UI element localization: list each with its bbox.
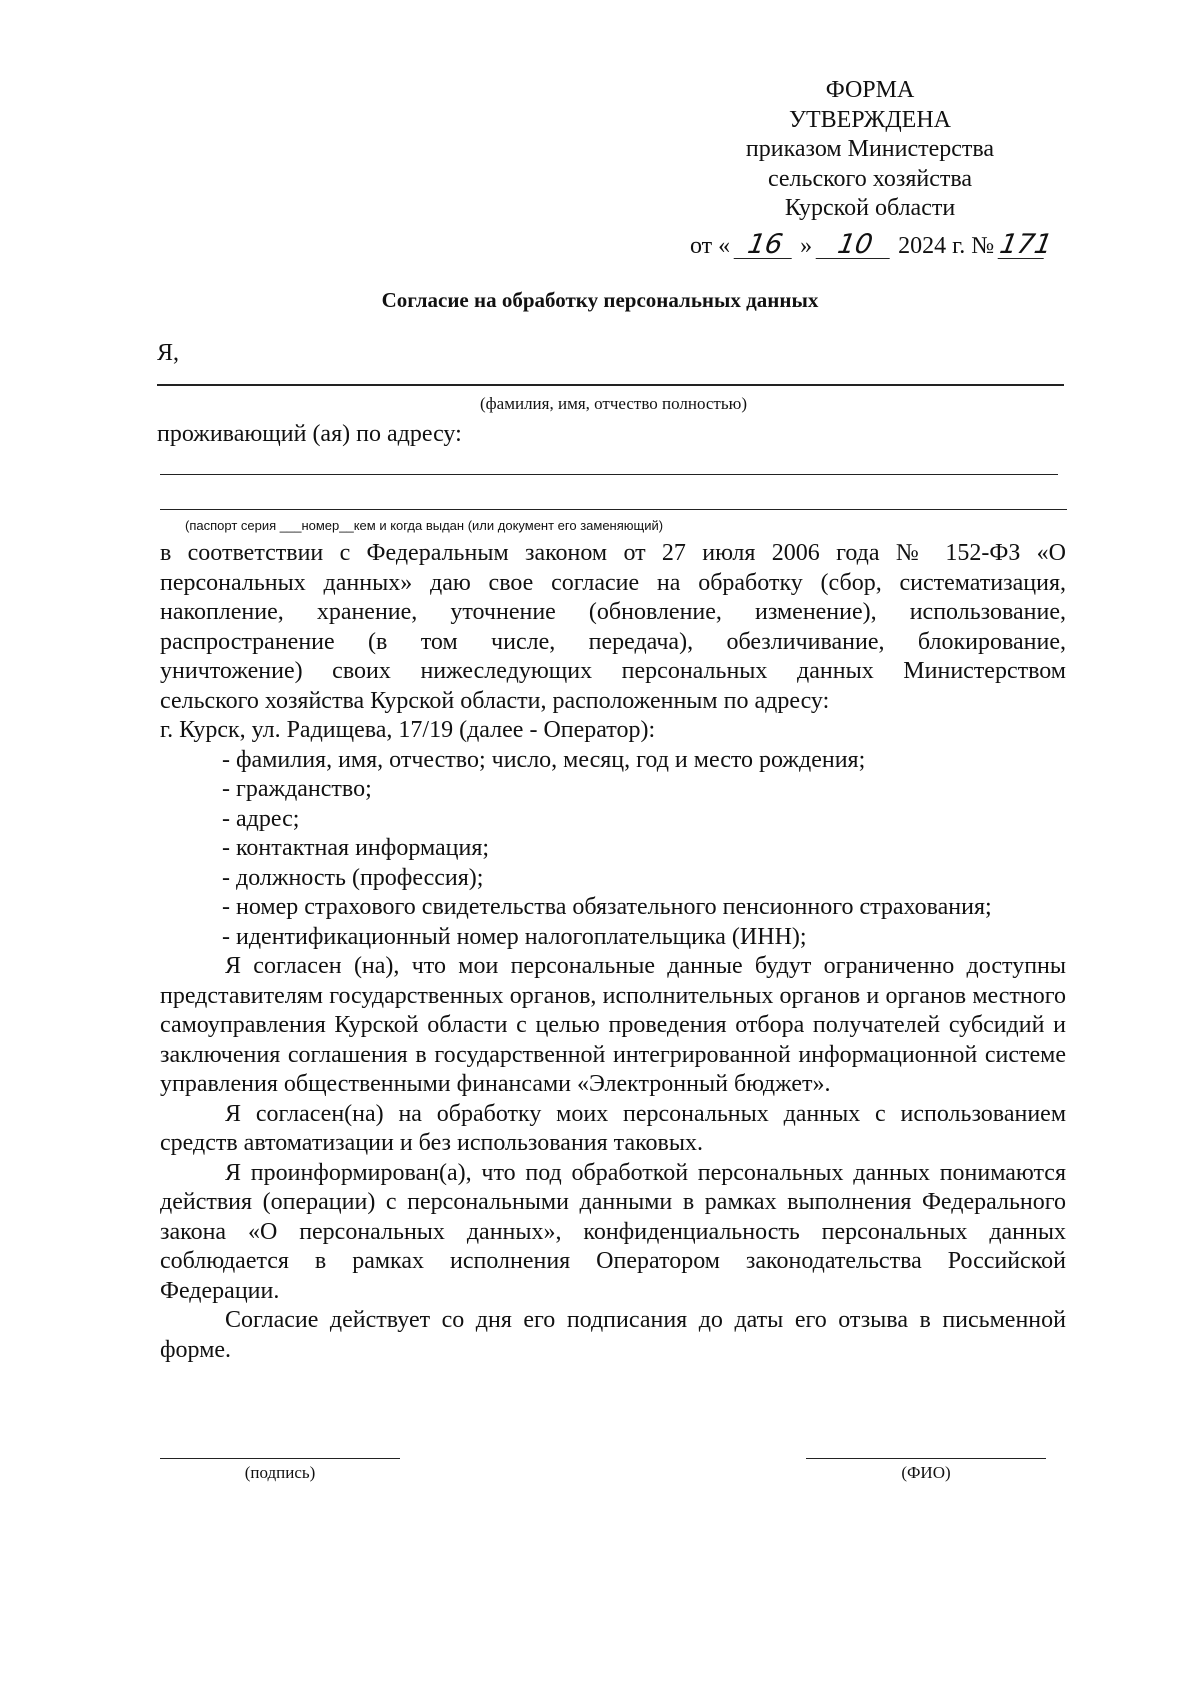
personal-data-list: [160, 746, 1066, 953]
list-item: - адрес;: [222, 805, 300, 832]
address-line-2: [160, 509, 1067, 510]
list-item: - идентификационный номер налогоплательщика (ИНН);: [222, 923, 807, 950]
approval-approved-label: УТВЕРЖДЕНА: [788, 106, 952, 133]
list-item: - должность (профессия);: [222, 864, 484, 891]
address-label: проживающий (ая) по адресу:: [157, 421, 462, 447]
date-mid: »: [800, 233, 813, 259]
paragraph-1-line-4: распространение (в том числе, передача), обезличивание, блокирование,: [160, 628, 1066, 655]
document-title: Согласие на обработку персональных данных: [381, 288, 819, 312]
address-line-1: [160, 474, 1058, 475]
paragraph-1-line-5: уничтожение) своих нижеследующих персональных данных Министерством: [160, 658, 1066, 684]
passport-caption: (паспорт серия ___номер__кем и когда выдан (или документ его заменяющий): [185, 518, 664, 533]
signature-line: [160, 1458, 400, 1459]
paragraph-3: Я согласен(на) на обработку моих персональных данных с использованием средств автоматизации и без использования таковых.: [160, 1100, 1066, 1156]
date-day-handwritten: 16: [734, 232, 797, 259]
consent-body: [160, 539, 1066, 1365]
fio-line: [806, 1458, 1046, 1459]
approval-region-line: Курской области: [784, 195, 956, 221]
name-field-line: [157, 384, 1064, 386]
list-item: - номер страхового свидетельства обязательного пенсионного страхования;: [222, 894, 992, 920]
approval-block: [690, 76, 1050, 224]
paragraph-1-line-2: персональных данных» даю свое согласие на обработку (сбор, систематизация,: [160, 569, 1066, 596]
date-year: 2024 г. №: [898, 233, 995, 259]
list-item: - контактная информация;: [222, 835, 490, 861]
i-label: Я,: [157, 340, 180, 366]
paragraph-5: Согласие действует со дня его подписания до даты его отзыва в письменной форме.: [160, 1307, 1066, 1363]
paragraph-2: Я согласен (на), что мои персональные данные будут ограниченно доступны представителям государственных органов, исполнительных органов и органов местного самоуправления Курской области с целью проведения отбора получателей субсидий и заключения соглашения в государственной интегрированной информационной системе управления общественными финансами «Электронный бюджет».: [160, 953, 1066, 1097]
list-item: - гражданство;: [222, 776, 372, 802]
paragraph-1-line-3: накопление, хранение, уточнение (обновление, изменение), использование,: [160, 599, 1066, 625]
date-prefix: от «: [690, 233, 731, 259]
operator-address: г. Курск, ул. Радищева, 17/19 (далее - Оператор):: [160, 717, 656, 743]
approval-order-line: приказом Министерства: [745, 136, 995, 162]
date-month-handwritten: 10: [816, 232, 895, 259]
approval-date-line: [690, 229, 1055, 260]
order-number-handwritten: 171: [997, 229, 1055, 260]
paragraph-1-line-6: сельского хозяйства Курской области, расположенным по адресу:: [160, 687, 830, 714]
paragraph-4: Я проинформирован(а), что под обработкой персональных данных понимаются действия (операции) с персональными данными в рамках выполнения Федерального закона «О персональных данных», конфиденциальность персональных данных соблюдается в рамках исполнения Оператором законодательства Российской Федерации.: [160, 1159, 1066, 1304]
fio-caption: (ФИО): [901, 1463, 951, 1482]
paragraph-1-line-1: в соответствии с Федеральным законом от 27 июля 2006 года № 152-ФЗ «О: [160, 540, 1066, 566]
name-field-caption: (фамилия, имя, отчество полностью): [480, 394, 747, 413]
signature-caption: (подпись): [244, 1463, 316, 1482]
approval-form-label: ФОРМА: [825, 77, 915, 103]
list-item: - фамилия, имя, отчество; число, месяц, год и место рождения;: [222, 746, 866, 773]
approval-ministry-line: сельского хозяйства: [767, 165, 973, 192]
